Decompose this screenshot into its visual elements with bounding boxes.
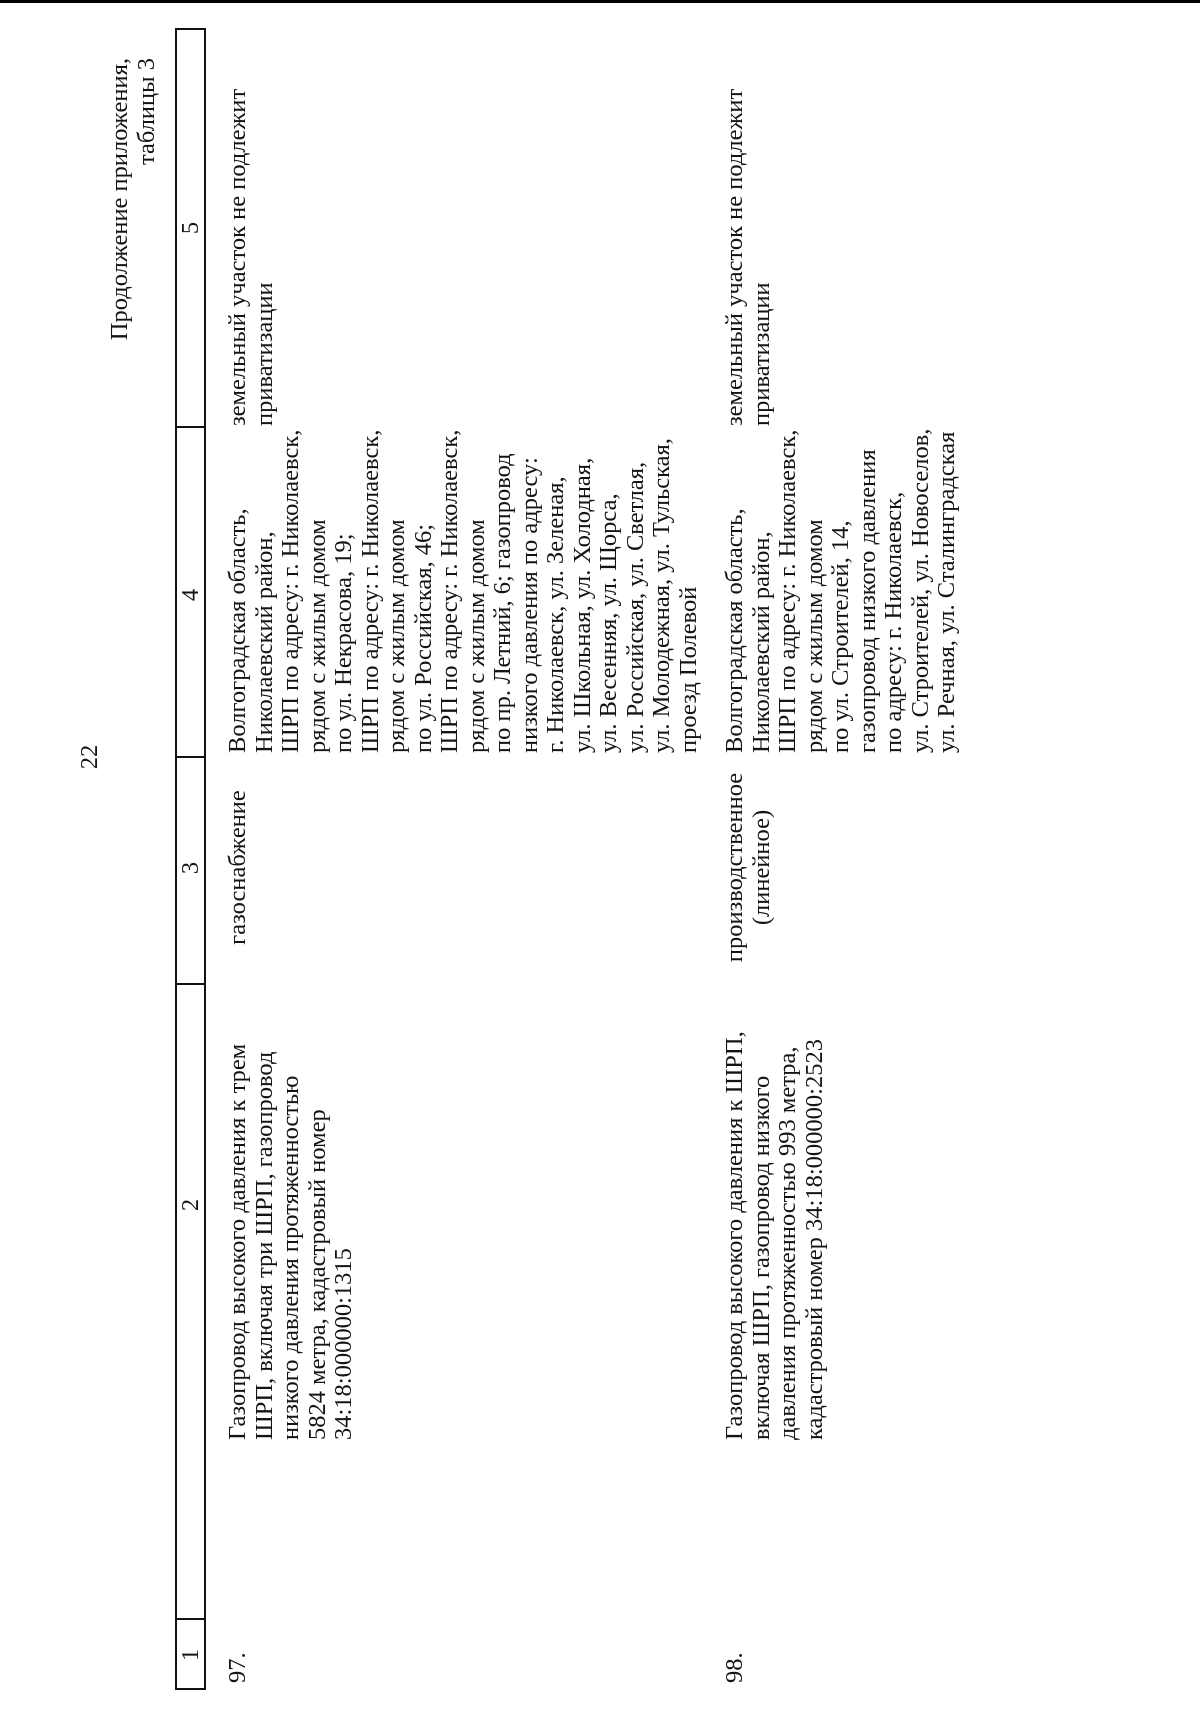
text-line: земельный участок не подлежит bbox=[721, 88, 748, 426]
page-number: 22 bbox=[76, 744, 103, 770]
text-line: рядом с жилым домом bbox=[383, 519, 410, 753]
column-number-1: 1 bbox=[177, 1648, 204, 1662]
text-line: низкого давления протяженностью bbox=[277, 1075, 304, 1440]
continuation-note bbox=[106, 58, 160, 418]
text-line: ул. Весенняя, ул. Щорса, bbox=[595, 493, 622, 753]
text-line: по адресу: г. Николаевск, bbox=[880, 491, 907, 753]
column-number-5: 5 bbox=[177, 221, 204, 235]
column-divider bbox=[175, 1688, 206, 1690]
text-line: Газопровод высокого давления к ШРП, bbox=[721, 1031, 748, 1440]
text-line: низкого давления по адресу: bbox=[515, 457, 543, 753]
note-cell bbox=[722, 36, 775, 426]
text-line: Газопровод высокого давления к трем bbox=[224, 1043, 251, 1440]
text-line: газоснабжение bbox=[224, 790, 251, 945]
text-line: кадастровый номер 34:18:000000:2523 bbox=[800, 1039, 828, 1440]
text-line: газопровод низкого давления bbox=[853, 449, 881, 753]
text-line: по ул. Некрасова, 19; bbox=[330, 533, 357, 753]
column-number-4: 4 bbox=[177, 588, 204, 602]
column-number-3: 3 bbox=[177, 861, 204, 875]
text-line: приватизации bbox=[250, 282, 278, 426]
purpose-cell bbox=[225, 758, 252, 977]
table-border-bottom bbox=[204, 28, 206, 1690]
column-divider bbox=[175, 983, 206, 985]
row-number: 98. bbox=[721, 1652, 748, 1683]
text-line: рядом с жилым домом bbox=[303, 519, 331, 753]
text-line: ШРП, включая три ШРП, газопровод bbox=[250, 1051, 278, 1440]
column-divider bbox=[175, 1618, 206, 1620]
text-line: ул. Строителей, ул. Новоселов, bbox=[906, 428, 934, 753]
text-line: проезд Полевой bbox=[674, 586, 702, 753]
text-line: 5824 метра, кадастровый номер bbox=[303, 1109, 331, 1440]
text-line: ШРП по адресу: г. Николаевск, bbox=[356, 429, 384, 753]
column-divider bbox=[175, 426, 206, 428]
text-line: по ул. Строителей, 14, bbox=[827, 520, 854, 753]
text-line: по пр. Летний, 6; газопровод bbox=[489, 453, 516, 753]
text-line: ул. Школьная, ул. Холодная, bbox=[568, 457, 596, 753]
location-cell bbox=[225, 428, 702, 753]
object-name-cell bbox=[722, 985, 828, 1440]
column-divider bbox=[175, 756, 206, 758]
row-number-cell bbox=[722, 1623, 749, 1683]
text-line: г. Николаевск, ул. Зеленая, bbox=[542, 476, 569, 753]
table-row bbox=[225, 0, 705, 1710]
text-line: рядом с жилым домом bbox=[800, 519, 828, 753]
column-number-2: 2 bbox=[177, 1198, 204, 1212]
note-cell bbox=[225, 36, 278, 426]
object-name-cell bbox=[225, 985, 358, 1440]
row-number-cell bbox=[225, 1623, 252, 1683]
continuation-line: таблицы 3 bbox=[133, 58, 160, 166]
text-line: давления протяженностью 993 метра, bbox=[774, 1046, 801, 1440]
text-line: Николаевский район, bbox=[250, 531, 278, 753]
text-line: Волгоградская область, bbox=[224, 508, 251, 753]
text-line: ШРП по адресу: г. Николаевск, bbox=[774, 429, 801, 753]
text-line: по ул. Российская, 46; bbox=[409, 523, 437, 753]
purpose-cell bbox=[722, 758, 775, 977]
text-line: ШРП по адресу: г. Николаевск, bbox=[277, 429, 304, 753]
text-line: производственное bbox=[721, 772, 748, 963]
text-line: Волгоградская область, bbox=[721, 508, 748, 753]
text-line: ул. Российская, ул. Светлая, bbox=[621, 461, 649, 753]
location-cell bbox=[722, 428, 961, 753]
continuation-line: Продолжение приложения, bbox=[106, 58, 133, 341]
text-line: земельный участок не подлежит bbox=[224, 88, 251, 426]
column-divider bbox=[175, 28, 206, 30]
row-number: 97. bbox=[224, 1652, 251, 1683]
text-line: рядом с жилым домом bbox=[462, 519, 490, 753]
text-line: 34:18:000000:1315 bbox=[330, 1248, 357, 1440]
text-line: ШРП по адресу: г. Николаевск, bbox=[436, 429, 463, 753]
text-line: Николаевский район, bbox=[747, 531, 775, 753]
text-line: ул. Речная, ул. Сталинградская bbox=[933, 431, 960, 753]
text-line: (линейное) bbox=[747, 809, 775, 926]
text-line: ул. Молодежная, ул. Тульская, bbox=[648, 438, 675, 753]
text-line: приватизации bbox=[747, 282, 775, 426]
table-row bbox=[722, 0, 1200, 1710]
text-line: включая ШРП, газопровод низкого bbox=[747, 1075, 775, 1440]
